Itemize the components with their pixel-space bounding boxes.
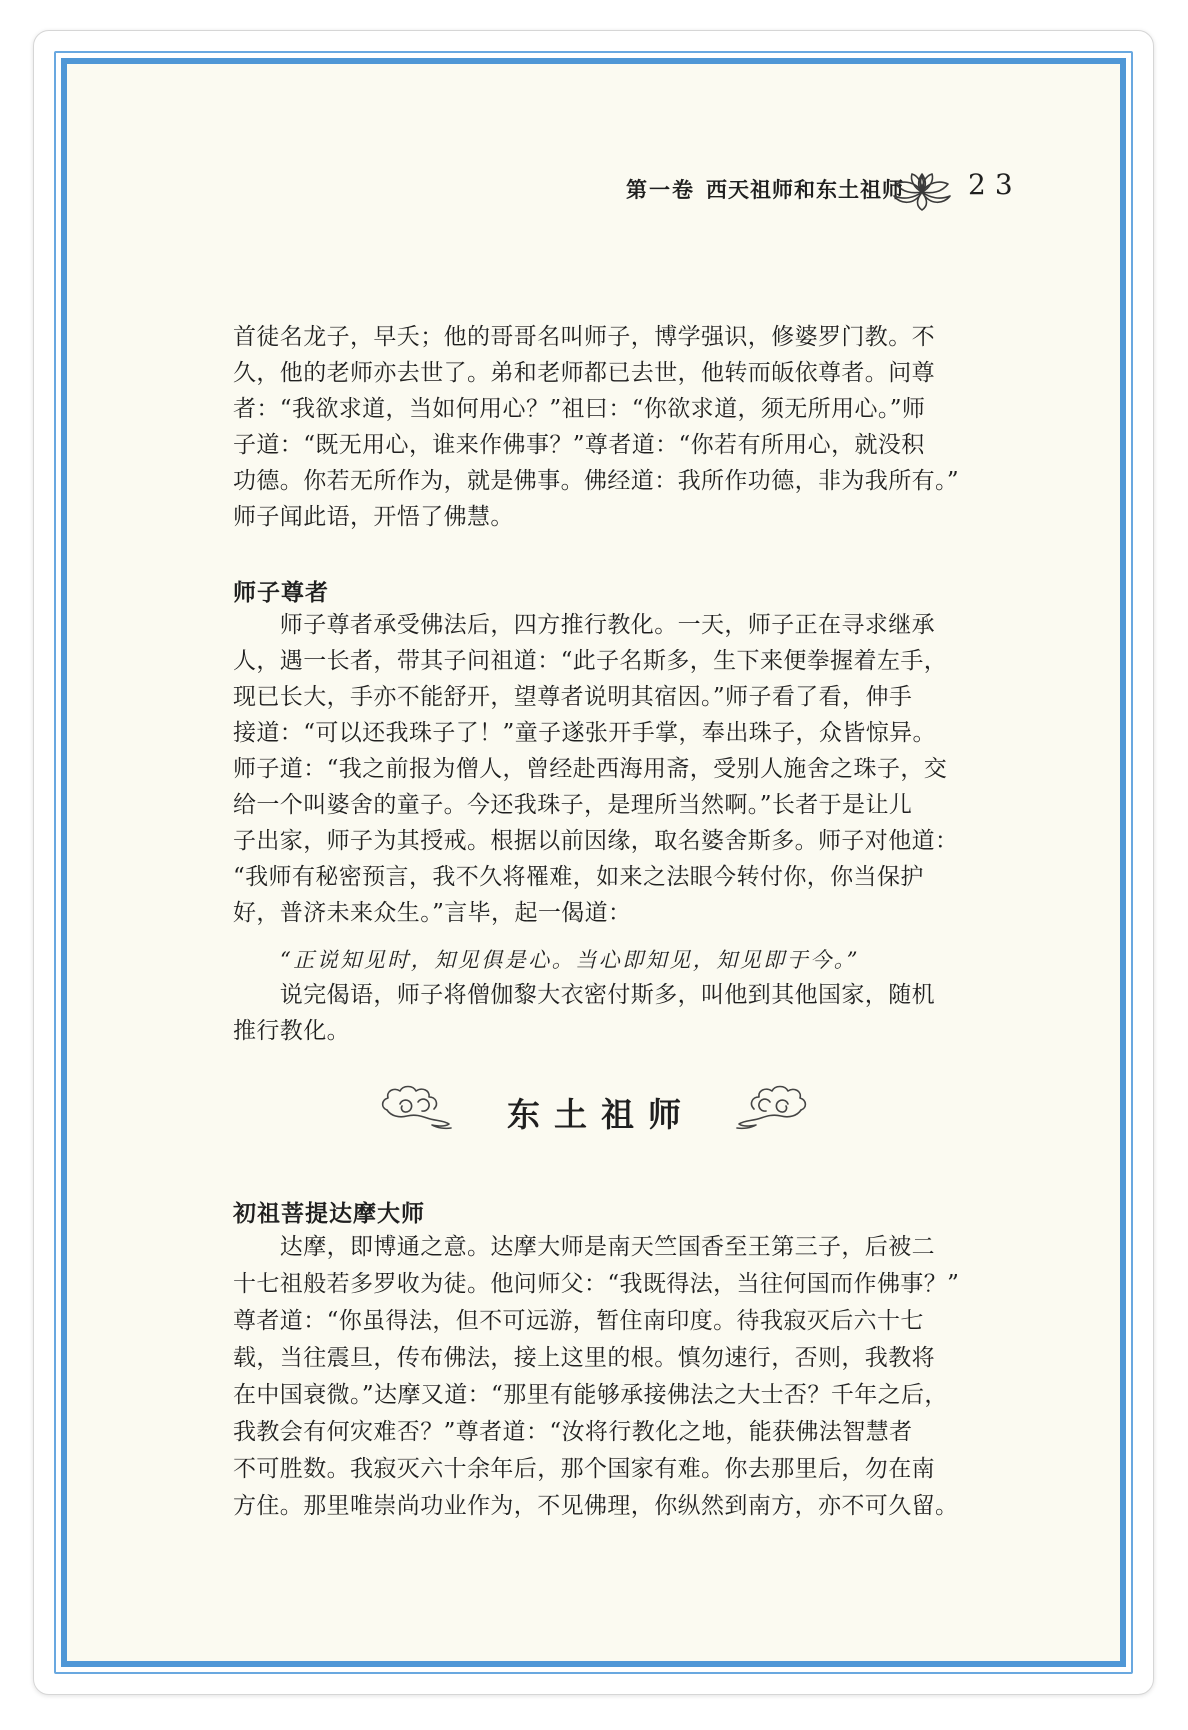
text-line: 十七祖般若多罗收为徒。他问师父：“我既得法，当往何国而作佛事？” [233, 1271, 960, 1297]
text-line: “我师有秘密预言，我不久将罹难，如来之法眼今转付你，你当保护 [233, 864, 924, 890]
lotus-icon [888, 168, 956, 218]
running-title: 西天祖师和东土祖师 [706, 177, 904, 202]
text-line: 现已长大，手亦不能舒开，望尊者说明其宿因。”师子看了看，伸手 [233, 684, 913, 710]
text-line: 载，当往震旦，传布佛法，接上这里的根。慎勿速行，否则，我教将 [233, 1345, 935, 1371]
text-line: 我教会有何灾难否？”尊者道：“汝将行教化之地，能获佛法智慧者 [233, 1419, 913, 1445]
verse-line: “正说知见时，知见俱是心。当心即知见，知见即于今。” [233, 948, 860, 972]
cloud-ornament-right [733, 1084, 811, 1140]
text-line: 推行教化。 [233, 1018, 350, 1044]
text-line: 子出家，师子为其授戒。根据以前因缘，取名婆舍斯多。师子对他道： [233, 828, 959, 854]
text-line: 师子闻此语，开悟了佛慧。 [233, 504, 514, 530]
running-head [0, 166, 1188, 218]
text-line: 在中国衰微。”达摩又道：“那里有能够承接佛法之大士否？千年之后， [233, 1382, 948, 1408]
subheading-damo: 初祖菩提达摩大师 [233, 1201, 425, 1227]
text-line: 人，遇一长者，带其子问祖道：“此子名斯多，生下来便拳握着左手， [233, 648, 948, 674]
text-line: 接道：“可以还我珠子了！”童子遂张开手掌，奉出珠子，众皆惊异。 [233, 720, 936, 746]
text-line: 尊者道：“你虽得法，但不可远游，暂住南印度。待我寂灭后六十七 [233, 1308, 924, 1334]
paragraph-intro [233, 319, 960, 535]
paragraph-damo [233, 1229, 960, 1525]
text-line: 方住。那里唯崇尚功业作为，不见佛理，你纵然到南方，亦不可久留。 [233, 1493, 959, 1519]
text-line: 者：“我欲求道，当如何用心？”祖曰：“你欲求道，须无所用心。”师 [233, 396, 926, 422]
text-line: 给一个叫婆舍的童子。今还我珠子，是理所当然啊。”长者于是让儿 [233, 792, 913, 818]
text-line: 说完偈语，师子将僧伽黎大衣密付斯多，叫他到其他国家，随机 [233, 982, 935, 1008]
text-line: 久，他的老师亦去世了。弟和老师都已去世，他转而皈依尊者。问尊 [233, 360, 935, 386]
paragraph-shizi-closing [233, 977, 943, 1049]
section-title-dongtu: 东土祖师 [507, 1094, 695, 1134]
chapter-label: 第一卷 [626, 177, 695, 202]
chapter-title-row [0, 1082, 1188, 1142]
text-line: 师子尊者承受佛法后，四方推行教化。一天，师子正在寻求继承 [233, 612, 935, 638]
page-number: 23 [968, 168, 1022, 201]
text-line: 好，普济未来众生。”言毕，起一偈道： [233, 900, 632, 926]
text-line: 首徒名龙子，早夭；他的哥哥名叫师子，博学强识，修婆罗门教。不 [233, 324, 935, 350]
text-line: 功德。你若无所作为，就是佛事。佛经道：我所作功德，非为我所有。” [233, 468, 960, 494]
cloud-ornament-left [377, 1084, 455, 1140]
text-line: 达摩，即博通之意。达摩大师是南天竺国香至王第三子，后被二 [233, 1234, 935, 1260]
text-line: 不可胜数。我寂灭六十余年后，那个国家有难。你去那里后，勿在南 [233, 1456, 935, 1482]
subheading-shizi: 师子尊者 [233, 580, 329, 606]
paragraph-shizi [233, 607, 959, 931]
text-line: 子道：“既无用心，谁来作佛事？”尊者道：“你若有所用心，就没积 [233, 432, 925, 458]
text-line: 师子道：“我之前报为僧人，曾经赴西海用斋，受别人施舍之珠子，交 [233, 756, 948, 782]
